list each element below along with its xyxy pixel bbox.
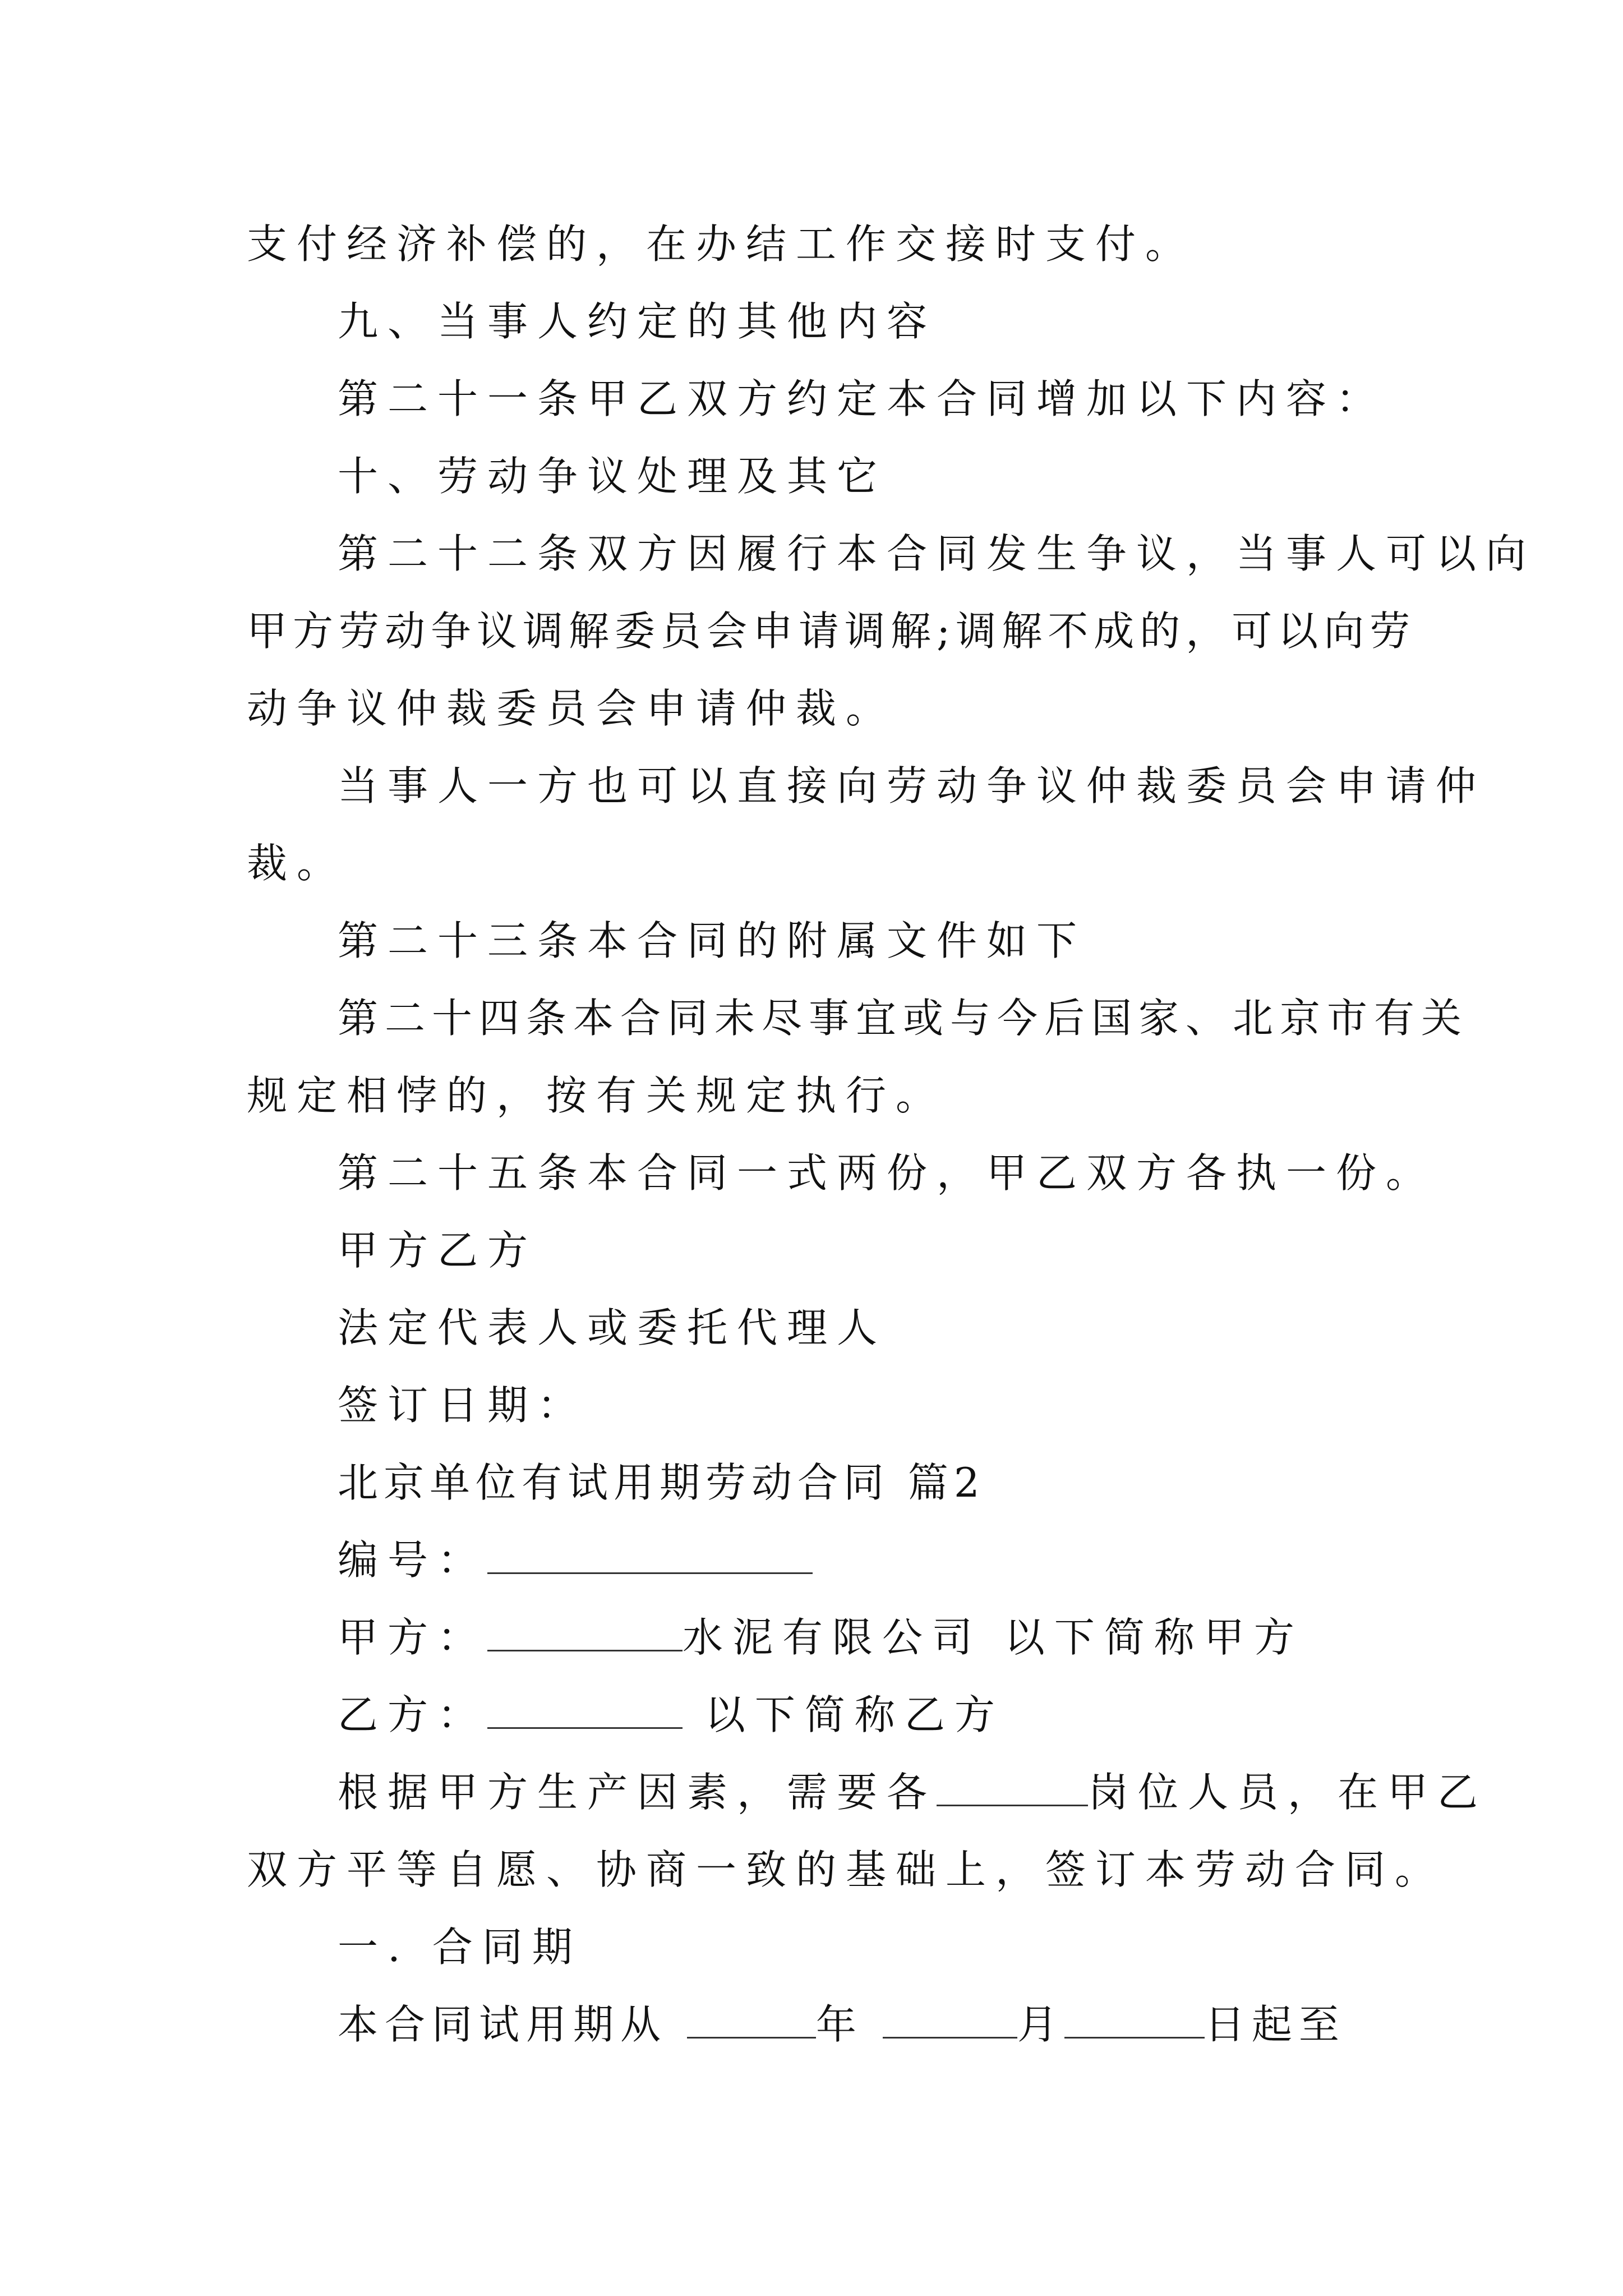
document-title: 北京单位有试用期劳动合同 篇2 [338, 1459, 985, 1506]
month-label: 月 [1017, 2001, 1064, 2048]
party-b-field [338, 1684, 1004, 1746]
clause-24-line-2: 规定相悖的，按有关规定执行。 [247, 1072, 946, 1119]
party-b-suffix: 以下简称乙方 [704, 1691, 1004, 1738]
number-label: 编号： [338, 1536, 488, 1584]
clause-24-line-1: 第二十四条本合同未尽事宜或与今后国家、北京市有关 [338, 995, 1469, 1042]
clause-22-line-2: 甲方劳动争议调解委员会申请调解;调解不成的，可以向劳 [247, 608, 1416, 655]
signature-parties: 甲方乙方 [338, 1227, 538, 1274]
section-heading: 一. 合同期 [338, 1924, 582, 1971]
paragraph-line: 当事人一方也可以直接向劳动争议仲裁委员会申请仲 [338, 762, 1486, 809]
clause-22-line-1: 第二十二条双方因履行本合同发生争议，当事人可以向 [338, 530, 1536, 577]
probation-period-line [338, 1994, 1346, 2055]
day-blank [1064, 1994, 1205, 2039]
signing-date-label: 签订日期： [338, 1382, 588, 1429]
party-b-label: 乙方： [338, 1691, 488, 1738]
position-blank [937, 1762, 1088, 1806]
section-heading: 九、当事人约定的其他内容 [338, 298, 937, 345]
party-a-label: 甲方： [338, 1614, 488, 1661]
section-heading: 十、劳动争议处理及其它 [338, 453, 887, 500]
paragraph-line: 裁。 [247, 840, 347, 887]
paragraph-line: 支付经济补偿的，在办结工作交接时支付。 [247, 220, 1196, 268]
clause-22-line-3: 动争议仲裁委员会申请仲裁。 [247, 685, 896, 732]
party-a-blank [487, 1607, 683, 1651]
year-blank [687, 1994, 816, 2039]
intro-text-1: 根据甲方生产因素，需要各 [338, 1769, 937, 1816]
intro-text-2: 岗位人员，在甲乙 [1088, 1769, 1488, 1816]
day-suffix: 日起至 [1204, 2001, 1346, 2048]
party-b-blank [487, 1685, 683, 1729]
number-blank [487, 1530, 813, 1574]
intro-line-2: 双方平等自愿、协商一致的基础上，签订本劳动合同。 [247, 1846, 1445, 1893]
intro-line-1 [338, 1761, 1487, 1823]
clause-21: 第二十一条甲乙双方约定本合同增加以下内容： [338, 375, 1386, 422]
probation-prefix: 本合同试用期从 [338, 2001, 668, 2048]
year-label: 年 [815, 2001, 863, 2048]
party-a-field [338, 1607, 1304, 1668]
signature-representative: 法定代表人或委托代理人 [338, 1304, 887, 1351]
number-field [338, 1529, 813, 1591]
clause-23: 第二十三条本合同的附属文件如下 [338, 917, 1087, 964]
month-blank [883, 1994, 1017, 2039]
party-a-suffix: 水泥有限公司 以下简称甲方 [683, 1614, 1304, 1661]
clause-25: 第二十五条本合同一式两份，甲乙双方各执一份。 [338, 1149, 1436, 1197]
